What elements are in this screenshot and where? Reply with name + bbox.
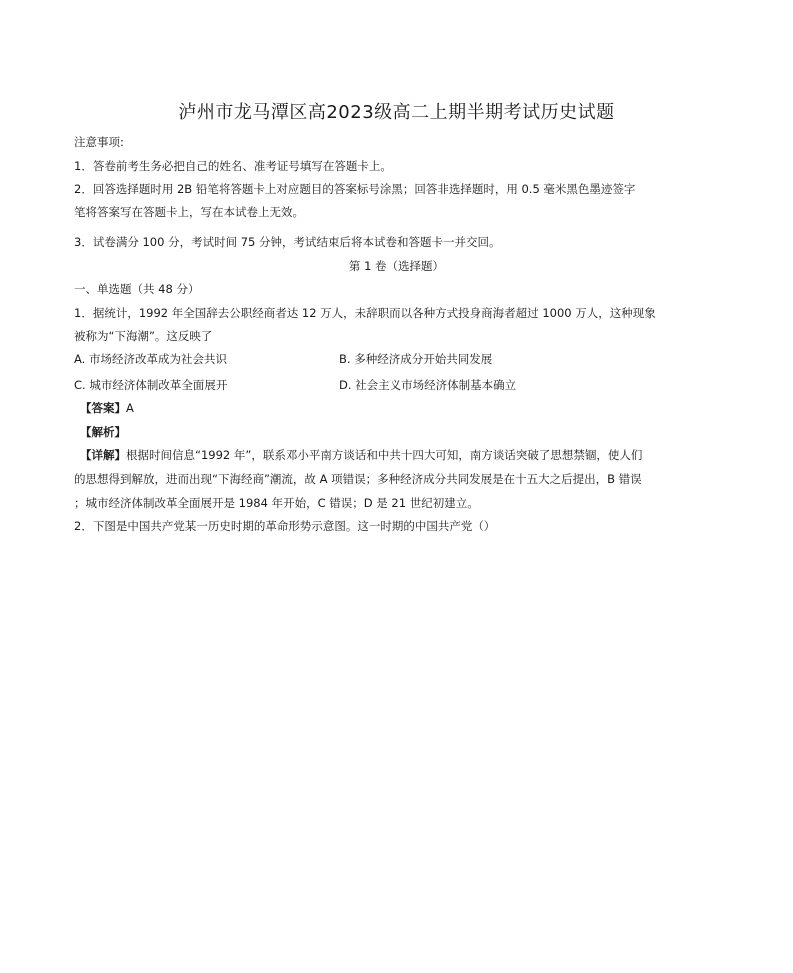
notice-item-1: 1．答卷前考生务必把自己的姓名、准考证号填写在答题卡上。	[74, 159, 392, 173]
question-1-option-b: B. 多种经济成分开始共同发展	[339, 352, 493, 366]
section-heading: 一、单选题（共 48 分）	[74, 282, 200, 296]
detail-line-3: ；城市经济体制改革全面展开是 1984 年开始，C 错误；D 是 21 世纪初建立。	[74, 496, 479, 510]
question-1-option-d: D. 社会主义市场经济体制基本确立	[339, 378, 517, 392]
answer-line	[80, 400, 134, 416]
detail-label: 【详解】	[80, 448, 126, 462]
volume-heading: 第 1 卷（选择题）	[348, 259, 445, 273]
detail-text-1: 根据时间信息“1992 年”，联系邓小平南方谈话和中共十四大可知，南方谈话突破了思想禁锢，使人们	[126, 448, 643, 462]
notice-item-2-line-2: 笔将答案写在答题卡上，写在本试卷上无效。	[74, 205, 304, 219]
question-1-option-c: C. 城市经济体制改革全面展开	[74, 378, 228, 392]
question-1-line-1: 1．据统计，1992 年全国辞去公职经商者达 12 万人，未辞职而以各种方式投身商海者超过 1000 万人，这种现象	[74, 306, 656, 320]
notice-item-2-line-1: 2．回答选择题时用 2B 铅笔将答题卡上对应题目的答案标号涂黑；回答非选择题时，用 0.5 毫米黑色墨迹签字	[74, 182, 636, 196]
answer-label: 【答案】	[80, 401, 126, 415]
question-1-option-a: A. 市场经济改革成为社会共识	[74, 352, 227, 366]
answer-value: A	[126, 401, 134, 415]
notice-heading: 注意事项:	[74, 135, 124, 149]
detail-line-1	[80, 447, 642, 463]
analysis-label: 【解析】	[80, 425, 126, 439]
page-title: 泸州市龙马潭区高2023级高二上期半期考试历史试题	[178, 102, 615, 123]
detail-line-2: 的思想得到解放，进而出现“下海经商”潮流，故 A 项错误；多种经济成分共同发展是在十五大之后提出，B 错误	[74, 472, 642, 486]
question-2-line-1: 2．下图是中国共产党某一历史时期的革命形势示意图。这一时期的中国共产党（）	[74, 519, 496, 533]
notice-item-3: 3．试卷满分 100 分，考试时间 75 分钟，考试结束后将本试卷和答题卡一并交回。	[74, 235, 501, 249]
question-1-line-2: 被称为“下海潮”。这反映了	[74, 329, 213, 343]
